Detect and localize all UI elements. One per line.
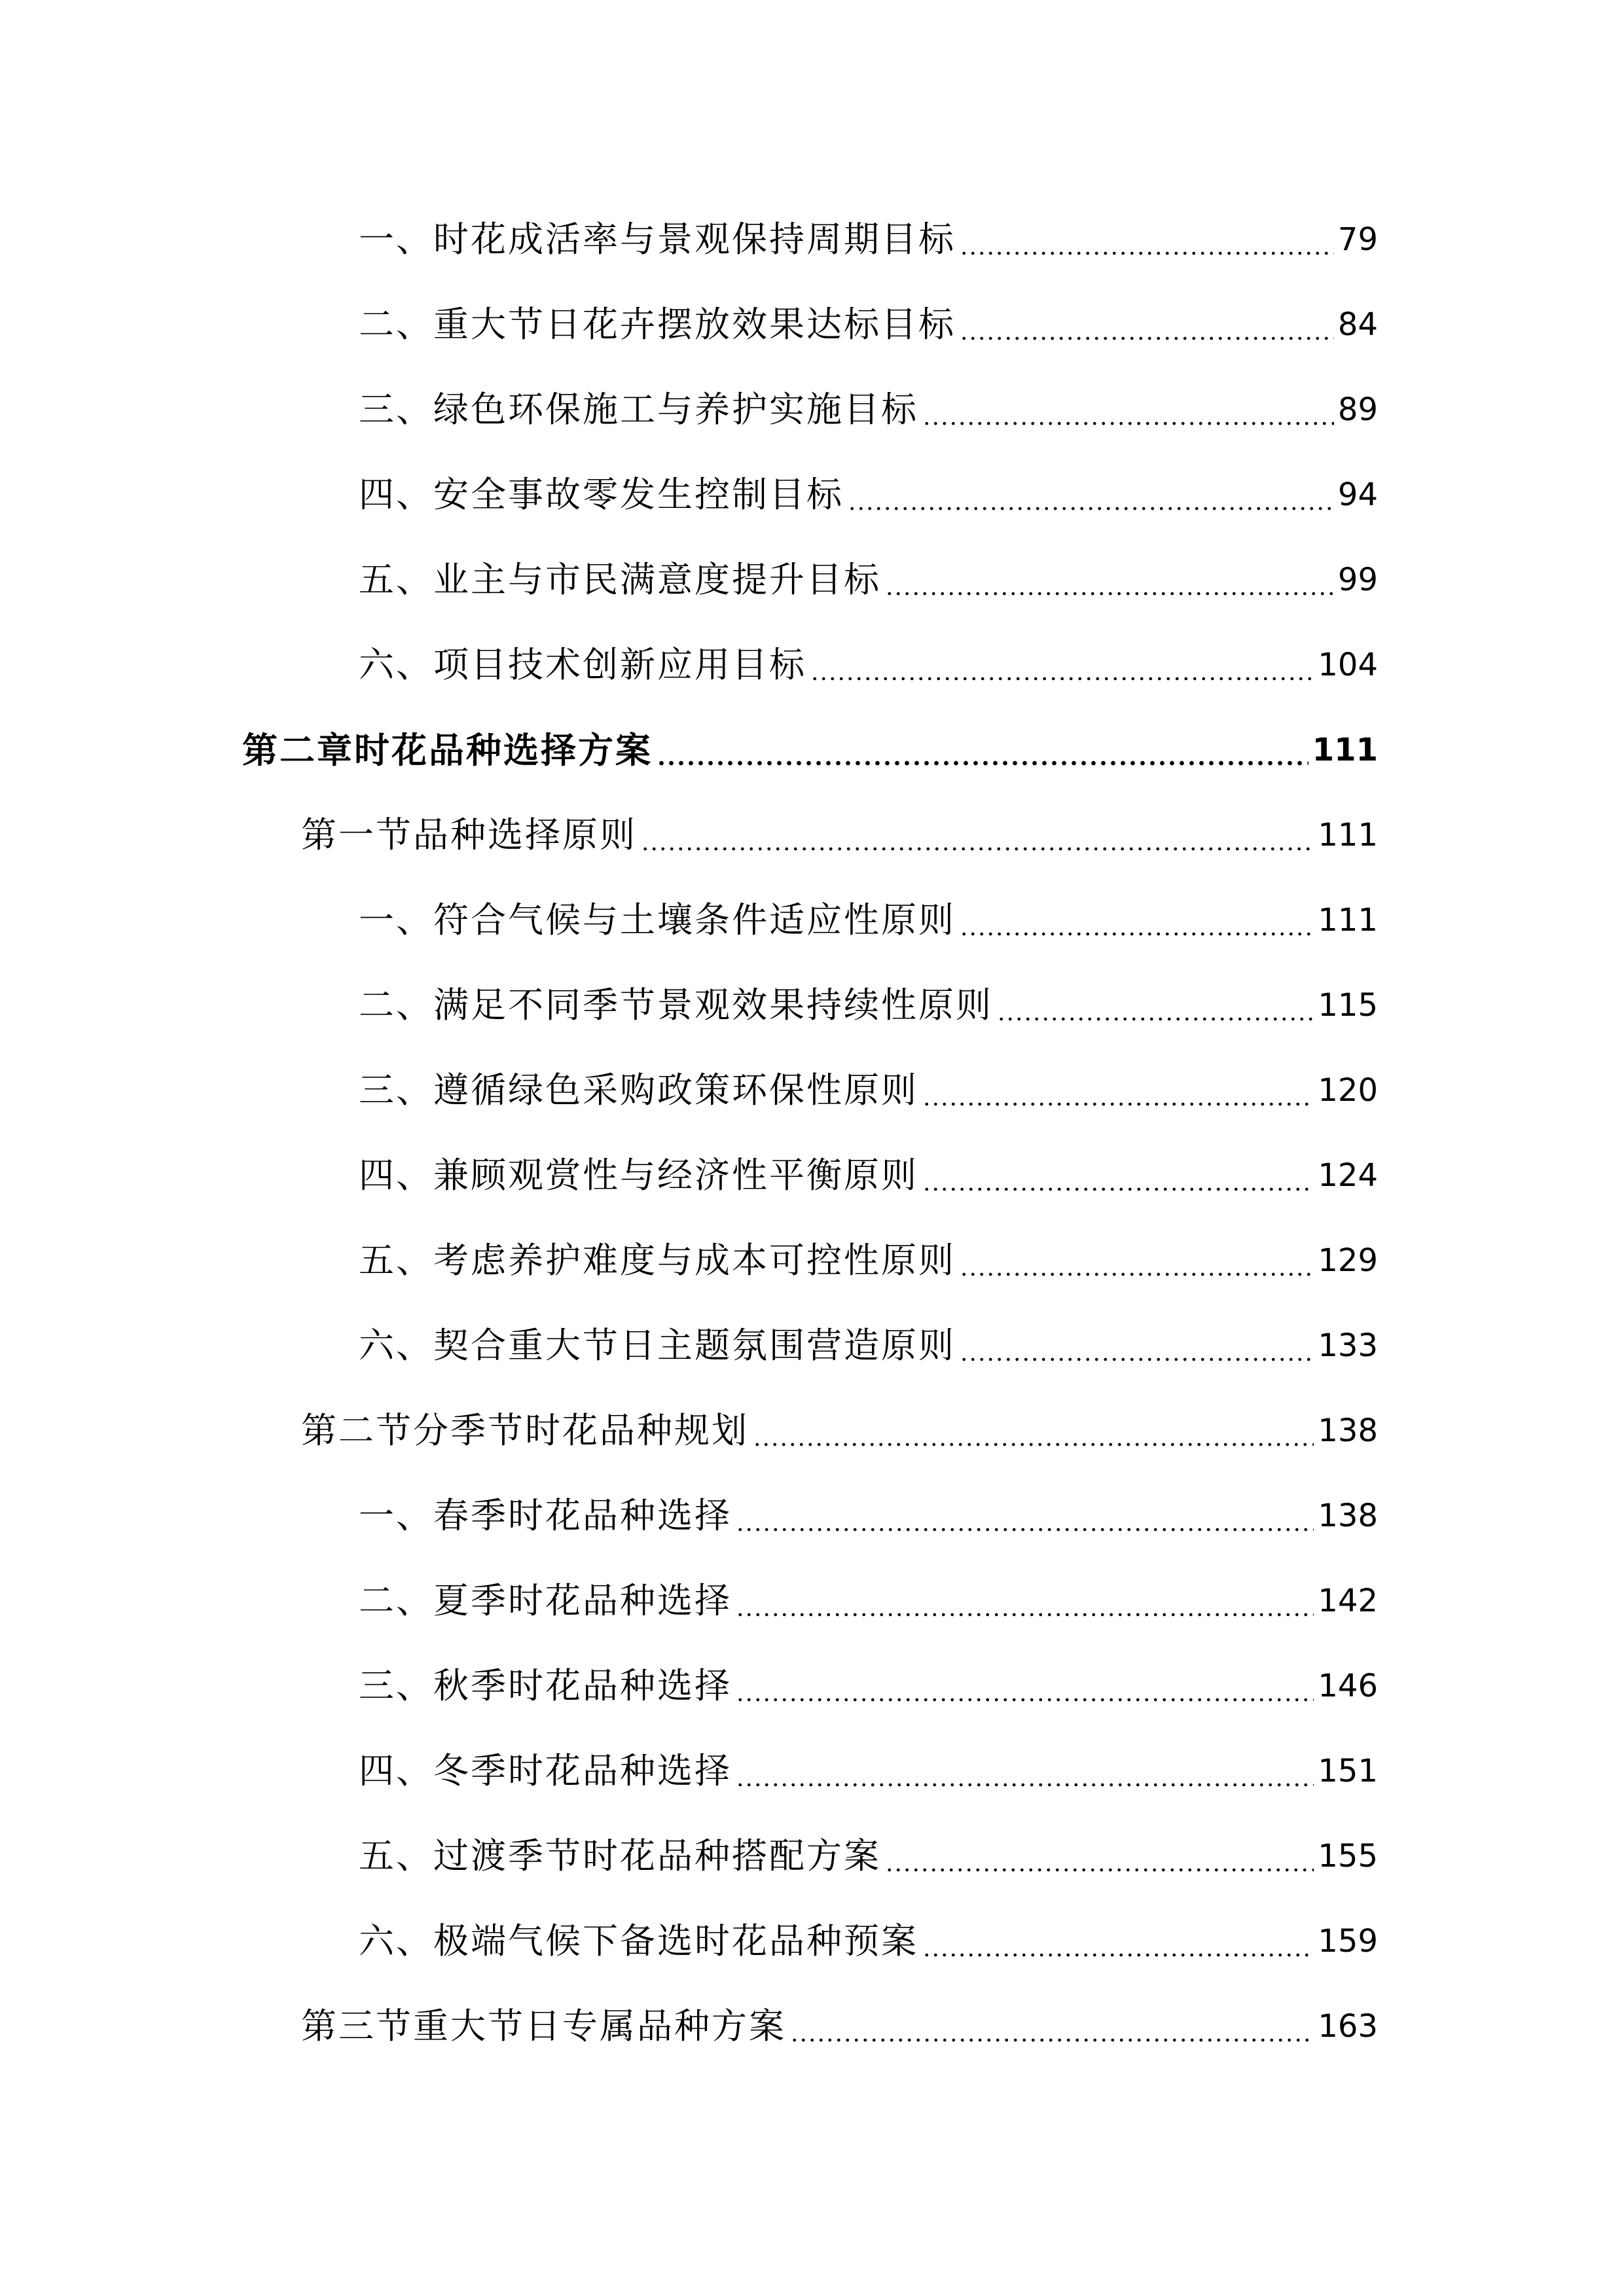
toc-dot-leader (922, 1149, 1314, 1202)
toc-page-number: 111 (1318, 902, 1378, 939)
toc-section-entry[interactable] (301, 809, 1378, 861)
toc-dot-leader (736, 1575, 1314, 1627)
toc-entry-title: 二、夏季时花品种选择 (359, 1580, 732, 1621)
toc-entry[interactable] (359, 1915, 1378, 1967)
toc-page-number: 120 (1318, 1072, 1378, 1109)
toc-entry-title: 三、遵循绿色采购政策环保性原则 (359, 1069, 918, 1111)
toc-page-number: 84 (1337, 306, 1378, 343)
toc-entry-title: 四、安全事故零发生控制目标 (359, 474, 844, 515)
toc-page-number: 104 (1318, 647, 1378, 683)
toc-page-number: 111 (1312, 732, 1378, 768)
toc-entry-title: 三、秋季时花品种选择 (359, 1665, 732, 1706)
toc-entry-title: 五、考虑养护难度与成本可控性原则 (359, 1240, 956, 1281)
toc-entry[interactable] (359, 298, 1378, 351)
toc-section-entry[interactable] (301, 2000, 1378, 2053)
toc-page-number: 155 (1318, 1838, 1378, 1874)
toc-page-number: 142 (1318, 1583, 1378, 1619)
toc-entry[interactable] (359, 1234, 1378, 1287)
toc-page-number: 111 (1318, 817, 1378, 853)
toc-entry-title: 第一节品种选择原则 (301, 814, 637, 855)
toc-page-number: 163 (1318, 2008, 1378, 2045)
toc-dot-leader (810, 639, 1314, 691)
toc-page-number: 159 (1318, 1923, 1378, 1960)
toc-dot-leader (641, 809, 1314, 861)
toc-page-number: 115 (1318, 987, 1378, 1024)
toc-dot-leader (885, 554, 1334, 606)
toc-entry-title: 二、满足不同季节景观效果持续性原则 (359, 984, 993, 1026)
toc-entry[interactable] (359, 1830, 1378, 1882)
toc-dot-leader (657, 724, 1308, 776)
toc-dot-leader (960, 213, 1334, 266)
toc-entry-title: 一、符合气候与土壤条件适应性原则 (359, 899, 956, 941)
toc-entry[interactable] (359, 1319, 1378, 1372)
toc-dot-leader (736, 1745, 1314, 1797)
toc-entry[interactable] (359, 469, 1378, 521)
toc-entry[interactable] (359, 894, 1378, 946)
toc-entry[interactable] (359, 1575, 1378, 1627)
toc-entry-title: 六、极端气候下备选时花品种预案 (359, 1920, 918, 1962)
toc-dot-leader (885, 1830, 1314, 1882)
toc-page-number: 138 (1318, 1498, 1378, 1534)
toc-entry[interactable] (359, 213, 1378, 266)
toc-page-number: 133 (1318, 1327, 1378, 1364)
toc-entry-title: 四、兼顾观赏性与经济性平衡原则 (359, 1155, 918, 1196)
toc-entry-title: 四、冬季时花品种选择 (359, 1750, 732, 1791)
toc-entry[interactable] (359, 1490, 1378, 1542)
toc-dot-leader (960, 894, 1314, 946)
toc-entry[interactable] (359, 979, 1378, 1031)
toc-section-entry[interactable] (301, 1405, 1378, 1457)
toc-dot-leader (922, 1915, 1314, 1967)
toc-entry-title: 第二节分季节时花品种规划 (301, 1410, 749, 1451)
toc-entry[interactable] (359, 1745, 1378, 1797)
toc-dot-leader (997, 979, 1314, 1031)
toc-dot-leader (960, 1319, 1314, 1372)
toc-dot-leader (922, 1064, 1314, 1117)
toc-page-number: 79 (1337, 221, 1378, 258)
toc-entry[interactable] (359, 1064, 1378, 1117)
toc-dot-leader (848, 469, 1334, 521)
toc-dot-leader (790, 2000, 1314, 2053)
toc-dot-leader (753, 1405, 1314, 1457)
toc-dot-leader (736, 1660, 1314, 1712)
toc-entry-title: 三、绿色环保施工与养护实施目标 (359, 389, 918, 430)
toc-dot-leader (922, 384, 1334, 436)
toc-entry[interactable] (359, 639, 1378, 691)
toc-page-number: 129 (1318, 1242, 1378, 1279)
toc-entry[interactable] (359, 1660, 1378, 1712)
toc-page-number: 138 (1318, 1412, 1378, 1449)
toc-entry[interactable] (359, 554, 1378, 606)
toc-entry-title: 一、时花成活率与景观保持周期目标 (359, 219, 956, 260)
toc-entry-title: 五、业主与市民满意度提升目标 (359, 559, 881, 600)
toc-page-number: 89 (1337, 391, 1378, 428)
toc-page-number: 151 (1318, 1753, 1378, 1789)
toc-entry-title: 第三节重大节日专属品种方案 (301, 2005, 786, 2047)
toc-dot-leader (960, 298, 1334, 351)
toc-entry[interactable] (359, 384, 1378, 436)
toc-page-number: 146 (1318, 1668, 1378, 1704)
toc-page-number: 94 (1337, 476, 1378, 513)
toc-chapter-entry[interactable] (242, 724, 1378, 776)
toc-entry-title: 第二章时花品种选择方案 (242, 729, 653, 771)
toc-dot-leader (960, 1234, 1314, 1287)
toc-page-number: 124 (1318, 1157, 1378, 1194)
toc-entry-title: 二、重大节日花卉摆放效果达标目标 (359, 304, 956, 345)
toc-entry-title: 六、项目技术创新应用目标 (359, 644, 806, 685)
toc-entry-title: 一、春季时花品种选择 (359, 1495, 732, 1536)
toc-entry[interactable] (359, 1149, 1378, 1202)
toc-entry-title: 六、契合重大节日主题氛围营造原则 (359, 1325, 956, 1366)
toc-page-number: 99 (1337, 562, 1378, 598)
toc-entry-title: 五、过渡季节时花品种搭配方案 (359, 1835, 881, 1876)
toc-dot-leader (736, 1490, 1314, 1542)
